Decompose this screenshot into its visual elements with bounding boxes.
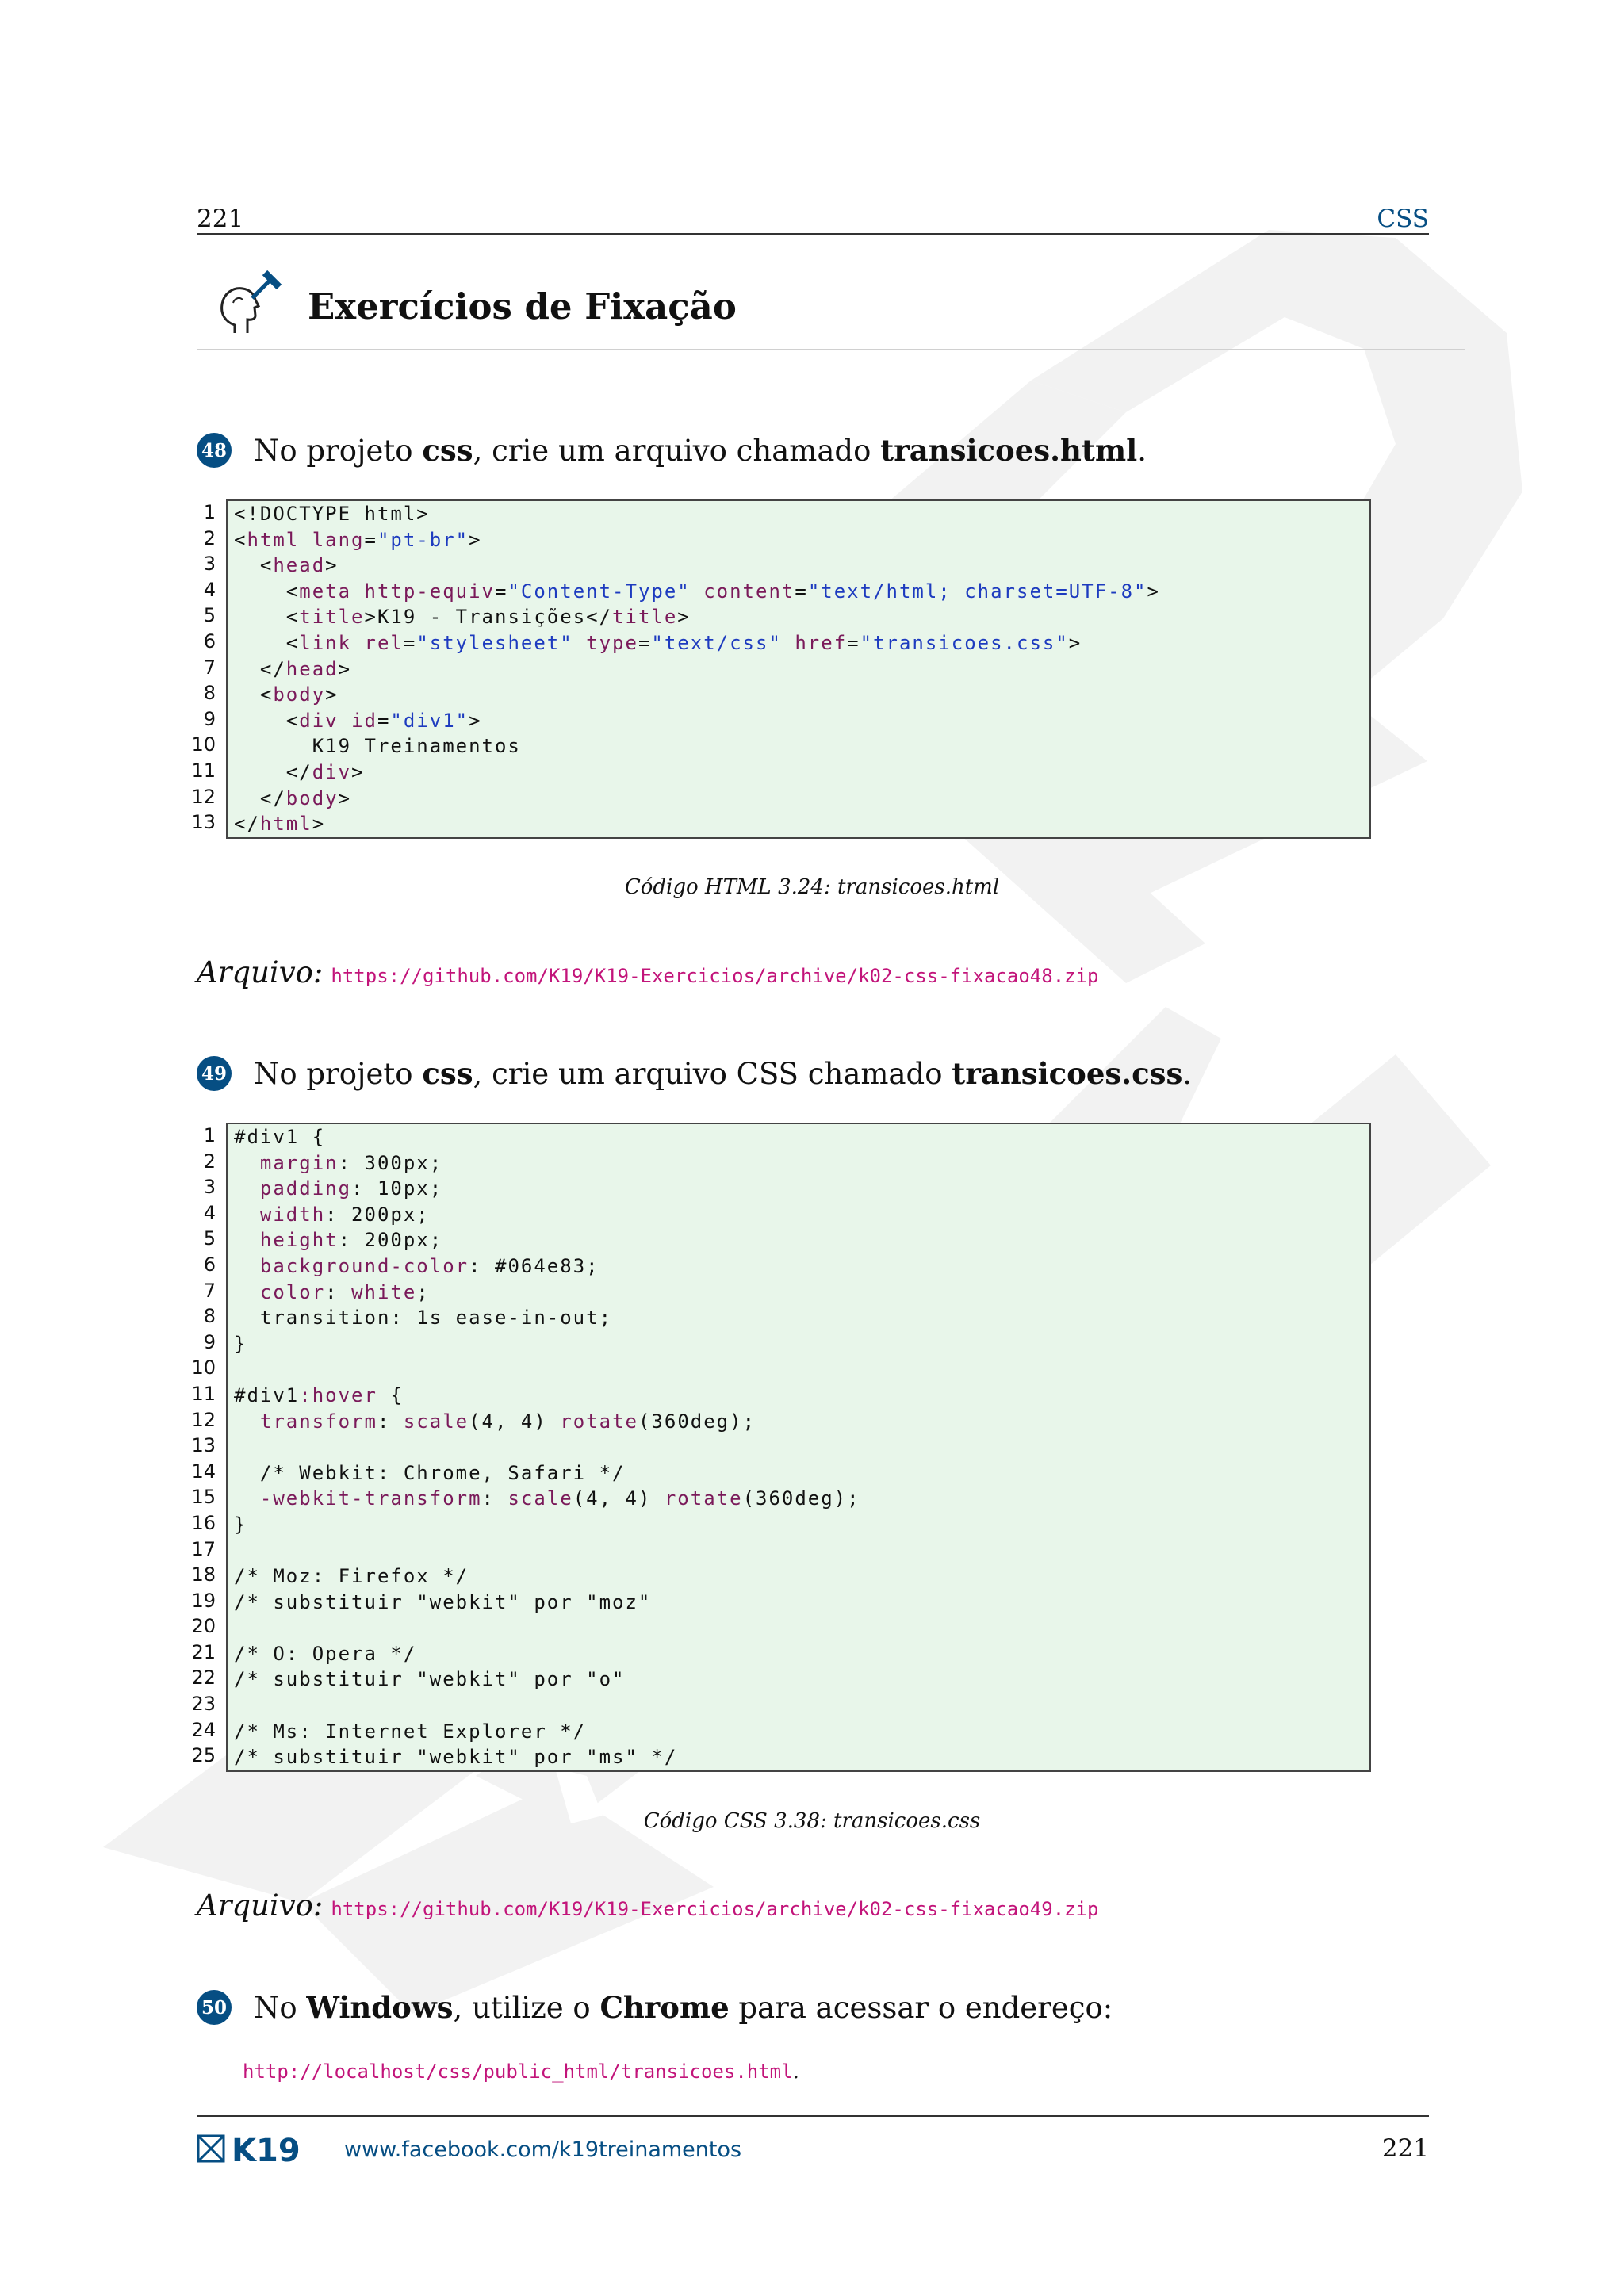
code-line: height: 200px; xyxy=(259,1229,443,1252)
code-box xyxy=(226,1123,1371,1772)
line-number: 5 xyxy=(203,1227,216,1250)
facebook-link[interactable]: www.facebook.com/k19treinamentos xyxy=(344,2137,742,2162)
line-number: 7 xyxy=(203,656,216,679)
exercise-number-badge: 50 xyxy=(197,1990,232,2025)
line-numbers xyxy=(184,1123,216,1769)
code-caption: Código HTML 3.24: transicoes.html xyxy=(624,875,1000,899)
line-number: 12 xyxy=(191,1408,216,1431)
line-number: 1 xyxy=(203,501,216,523)
line-number: 15 xyxy=(191,1486,216,1509)
exercise-50-statement xyxy=(197,1985,1113,2030)
line-number: 12 xyxy=(191,785,216,808)
file-download-link[interactable]: https://github.com/K19/K19-Exercicios/archive/k02-css-fixacao48.zip xyxy=(331,965,1099,987)
line-number: 25 xyxy=(191,1744,216,1767)
line-number: 14 xyxy=(191,1460,216,1483)
line-number: 5 xyxy=(203,604,216,627)
line-number: 2 xyxy=(203,526,216,549)
code-line: <body> xyxy=(234,683,339,706)
line-number: 8 xyxy=(203,682,216,705)
code-line xyxy=(234,1434,1369,1460)
code-line: } xyxy=(234,1332,247,1355)
code-line: /* Ms: Internet Explorer */ xyxy=(234,1720,587,1743)
file-label: Arquivo: xyxy=(197,955,324,989)
code-line: /* Webkit: Chrome, Safari */ xyxy=(234,1461,626,1484)
code-line: /* substituir "webkit" por "o" xyxy=(234,1668,626,1691)
code-line: /* O: Opera */ xyxy=(234,1642,417,1665)
svg-text:K19: K19 xyxy=(232,2133,301,2166)
exercise-48-statement xyxy=(197,428,1147,473)
line-number: 18 xyxy=(191,1563,216,1586)
line-number: 3 xyxy=(203,553,216,576)
line-number: 22 xyxy=(191,1667,216,1689)
footer-page-number: 221 xyxy=(1381,2134,1429,2163)
line-number: 10 xyxy=(191,1357,216,1380)
code-line: </body> xyxy=(234,786,352,809)
line-number: 11 xyxy=(191,1382,216,1405)
line-number: 4 xyxy=(203,578,216,601)
head-hammer-icon xyxy=(211,270,282,341)
line-number: 10 xyxy=(191,733,216,756)
line-number: 4 xyxy=(203,1201,216,1224)
line-number: 9 xyxy=(203,707,216,730)
code-line: -webkit-transform: scale(4, 4) rotate(360deg); xyxy=(259,1487,860,1510)
code-line: </html> xyxy=(234,813,326,836)
code-line: #div1 { xyxy=(234,1126,326,1148)
code-line: <!DOCTYPE html> xyxy=(234,503,430,525)
line-number: 11 xyxy=(191,759,216,782)
line-number: 23 xyxy=(191,1693,216,1716)
header-page-number: 221 xyxy=(197,205,244,233)
code-line: /* substituir "webkit" por "moz" xyxy=(234,1590,652,1613)
code-line: transition: 1s ease-in-out; xyxy=(234,1307,613,1330)
code-line: </head> xyxy=(234,657,352,680)
code-line: background-color: #064e83; xyxy=(259,1254,599,1277)
line-number: 24 xyxy=(191,1718,216,1741)
file-download-link[interactable]: https://github.com/K19/K19-Exercicios/archive/k02-css-fixacao49.zip xyxy=(331,1898,1099,1920)
header-chapter: CSS xyxy=(1377,205,1429,233)
code-line: margin: 300px; xyxy=(259,1151,443,1174)
line-number: 21 xyxy=(191,1640,216,1663)
code-line: <html lang="pt-br"> xyxy=(234,528,482,551)
line-number: 7 xyxy=(203,1279,216,1302)
line-number: 8 xyxy=(203,1305,216,1328)
code-line: padding: 10px; xyxy=(259,1177,443,1200)
line-number: 1 xyxy=(203,1124,216,1146)
exercise-number-badge: 48 xyxy=(197,433,232,468)
code-line: K19 Treinamentos xyxy=(234,735,521,758)
code-line: /* Moz: Firefox */ xyxy=(234,1565,469,1588)
line-number: 2 xyxy=(203,1150,216,1173)
code-line xyxy=(234,1538,1369,1564)
code-line: transform: scale(4, 4) rotate(360deg); xyxy=(259,1410,756,1433)
file-download xyxy=(197,955,1099,989)
code-line xyxy=(234,1693,1369,1719)
line-number: 9 xyxy=(203,1330,216,1353)
line-number: 19 xyxy=(191,1589,216,1612)
code-line: <div id="div1"> xyxy=(234,709,482,732)
code-line xyxy=(234,1615,1369,1641)
section-title: Exercícios de Fixação xyxy=(308,285,737,327)
code-caption: Código CSS 3.38: transicoes.css xyxy=(643,1809,981,1833)
exercise-49-statement xyxy=(197,1051,1192,1096)
code-line: <title>K19 - Transições</title> xyxy=(234,606,691,629)
code-line: } xyxy=(234,1513,247,1536)
page-footer xyxy=(197,2115,1429,2180)
exercise-number-badge: 49 xyxy=(197,1056,232,1091)
code-line: </div> xyxy=(234,760,365,783)
section-heading xyxy=(197,270,1465,350)
file-label: Arquivo: xyxy=(197,1888,324,1923)
line-number: 16 xyxy=(191,1511,216,1534)
code-line: color: white; xyxy=(259,1280,430,1303)
code-line: /* substituir "webkit" por "ms" */ xyxy=(234,1746,678,1769)
exercise-text: No projeto css, crie um arquivo chamado transicoes.html. xyxy=(254,433,1147,468)
line-number: 17 xyxy=(191,1537,216,1560)
k19-logo xyxy=(197,2131,324,2166)
code-line: width: 200px; xyxy=(259,1203,430,1226)
exercise-text: No projeto css, crie um arquivo CSS chamado transicoes.css. xyxy=(254,1056,1193,1091)
running-header xyxy=(197,198,1429,235)
exercise-text: No Windows, utilize o Chrome para acessar o endereço: xyxy=(254,1990,1113,2025)
line-number: 13 xyxy=(191,811,216,834)
line-number: 6 xyxy=(203,629,216,652)
code-line xyxy=(234,1357,1369,1383)
code-box xyxy=(226,499,1371,839)
code-line: <link rel="stylesheet" type="text/css" href="transicoes.css"> xyxy=(234,631,1082,654)
code-line: <head> xyxy=(234,554,339,577)
code-line: <meta http-equiv="Content-Type" content="text/html; charset=UTF-8"> xyxy=(234,580,1160,603)
local-address-link[interactable]: http://localhost/css/public_html/transicoes.html xyxy=(243,2061,793,2083)
line-numbers xyxy=(184,499,216,836)
file-download xyxy=(197,1888,1099,1923)
code-line: #div1:hover { xyxy=(234,1383,404,1406)
line-number: 6 xyxy=(203,1253,216,1276)
line-number: 20 xyxy=(191,1615,216,1638)
line-number: 3 xyxy=(203,1176,216,1199)
line-number: 13 xyxy=(191,1434,216,1457)
local-address: http://localhost/css/public_html/transicoes.html. xyxy=(243,2060,799,2084)
